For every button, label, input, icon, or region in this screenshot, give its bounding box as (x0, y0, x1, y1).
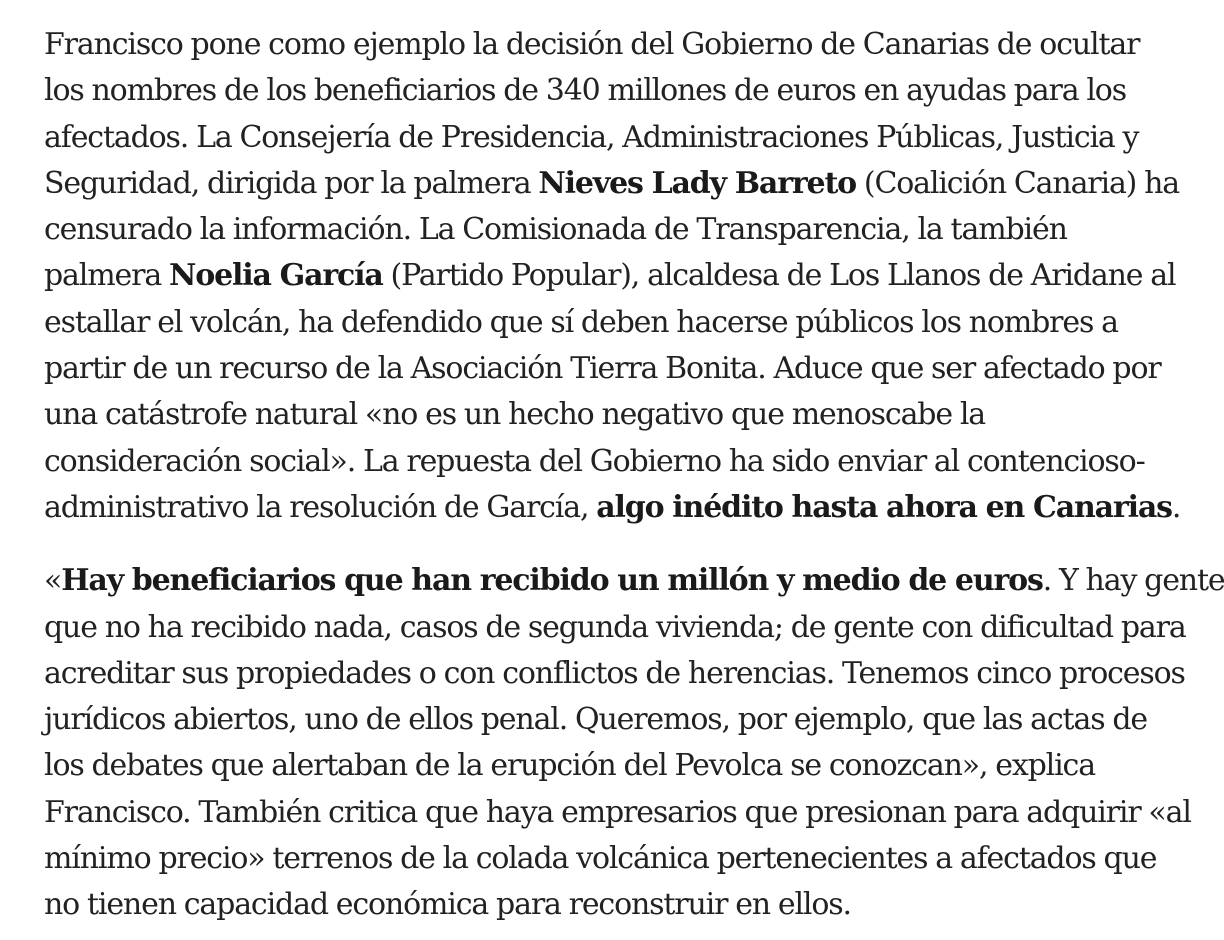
text-line: censurado la información. La Comisionada de Transparencia, la también (44, 212, 1067, 248)
text-run: . (1171, 489, 1181, 525)
highlighted-quote: Hay beneficiarios que han recibido un millón y medio de euros (61, 563, 1043, 599)
text-run: palmera (44, 258, 169, 294)
highlighted-statement: algo inédito hasta ahora en Canarias (596, 489, 1172, 525)
text-run: . Y hay gente (1042, 563, 1224, 599)
text-line: acreditar sus propiedades o con conflictos de herencias. Tenemos cinco procesos (44, 655, 1185, 691)
article-paragraph-1 (44, 22, 1181, 531)
text-run: « (44, 563, 62, 599)
text-line: los nombres de los beneficiarios de 340 millones de euros en ayudas para los (44, 73, 1126, 109)
text-line: no tienen capacidad económica para reconstruir en ellos. (44, 887, 851, 923)
text-line (44, 253, 1176, 299)
highlighted-name-noelia-garcia: Noelia García (168, 258, 383, 294)
article-body (44, 22, 1224, 929)
text-line: consideración social». La repuesta del Gobierno ha sido enviar al contencioso- (44, 443, 1145, 479)
article-paragraph-2 (44, 558, 1224, 928)
text-line (44, 485, 1181, 531)
text-line: partir de un recurso de la Asociación Tierra Bonita. Aduce que ser afectado por (44, 351, 1161, 387)
text-run: Seguridad, dirigida por la palmera (44, 165, 539, 201)
text-line: afectados. La Consejería de Presidencia, Administraciones Públicas, Justicia y (44, 119, 1139, 155)
text-line: que no ha recibido nada, casos de segunda vivienda; de gente con dificultad para (44, 609, 1186, 645)
text-line: mínimo precio» terrenos de la colada volcánica pertenecientes a afectados que (44, 841, 1157, 877)
text-run: (Coalición Canaria) ha (856, 165, 1180, 201)
text-line: Francisco. También critica que haya empresarios que presionan para adquirir «al (44, 794, 1191, 830)
text-line: los debates que alertaban de la erupción del Pevolca se conozcan», explica (44, 748, 1095, 784)
text-line: una catástrofe natural «no es un hecho negativo que menoscabe la (44, 397, 986, 433)
text-line: jurídicos abiertos, uno de ellos penal. Queremos, por ejemplo, que las actas de (44, 702, 1147, 738)
text-line: estallar el volcán, ha defendido que sí deben hacerse públicos los nombres a (44, 304, 1118, 340)
text-line (44, 558, 1224, 604)
text-run: (Partido Popular), alcaldesa de Los Llanos de Aridane al (382, 258, 1176, 294)
text-line: Francisco pone como ejemplo la decisión del Gobierno de Canarias de ocultar (44, 27, 1140, 62)
highlighted-name-nieves-lady-barreto: Nieves Lady Barreto (538, 165, 857, 201)
text-line (44, 161, 1180, 207)
text-run: administrativo la resolución de García, (44, 489, 597, 525)
